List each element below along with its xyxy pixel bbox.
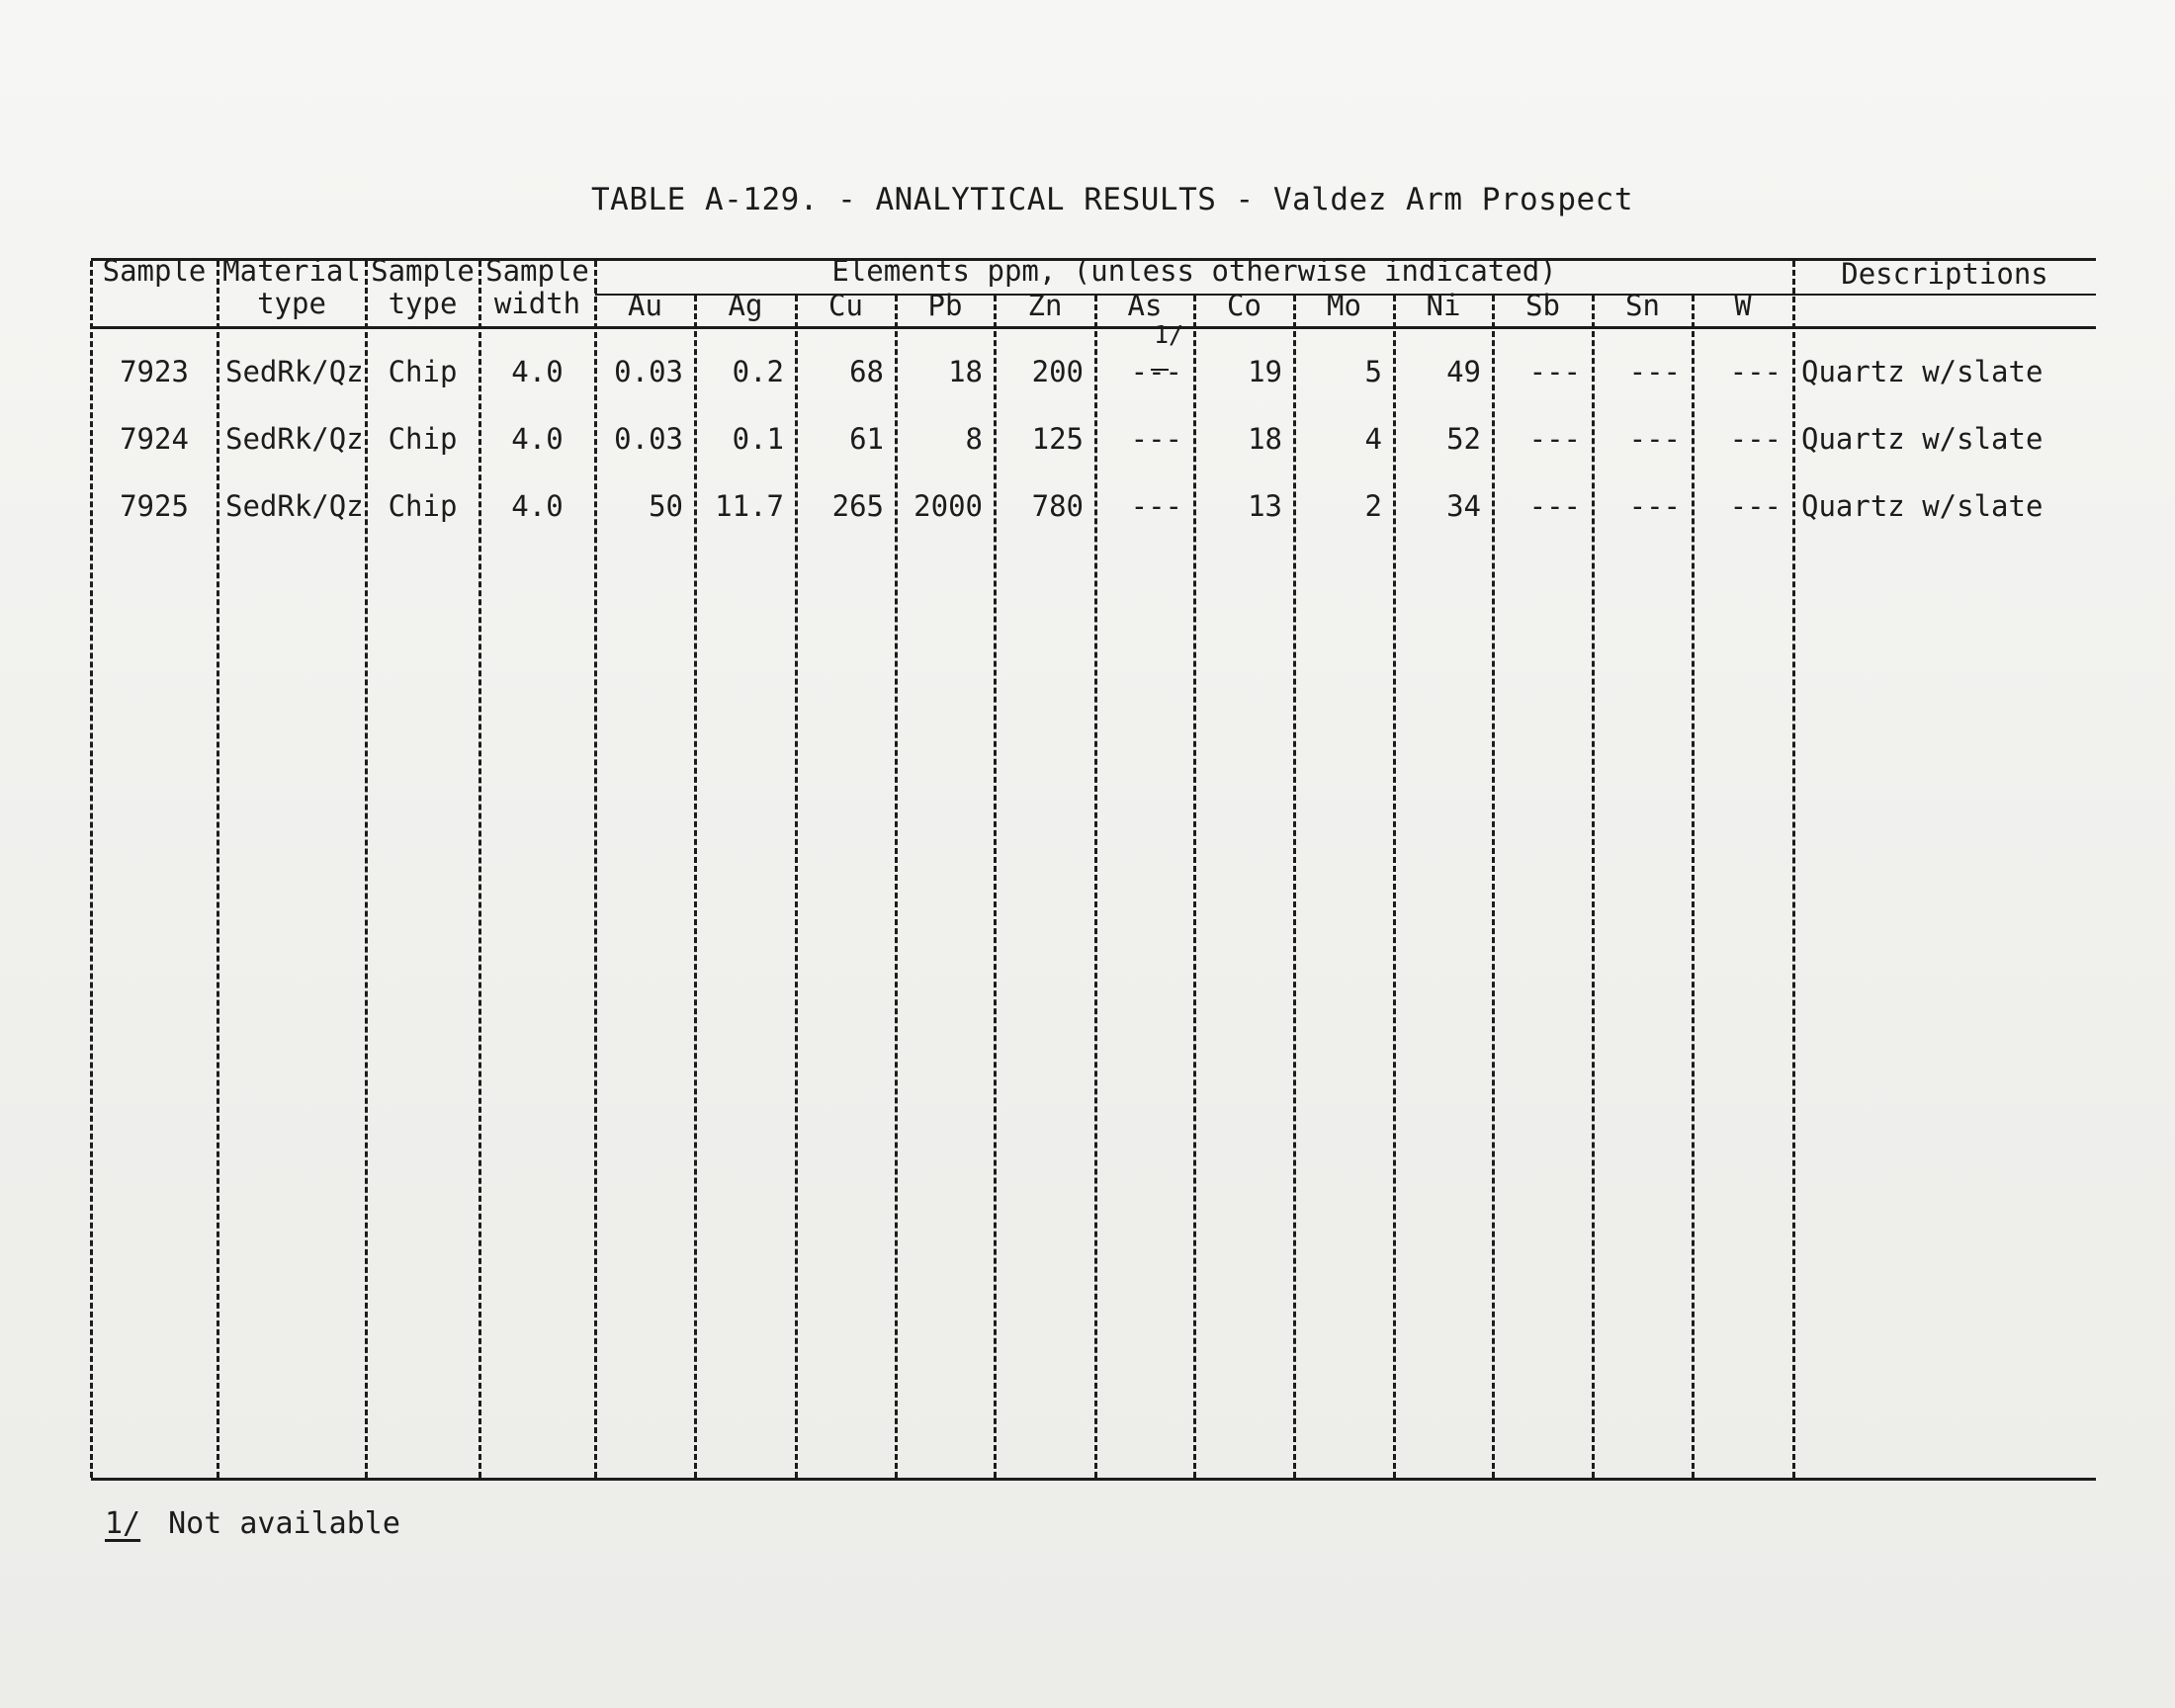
table-cell: 7923 — [120, 355, 189, 388]
element-header: Au — [628, 289, 662, 322]
table-cell: 0.1 — [732, 422, 784, 456]
footnote — [105, 1506, 400, 1541]
descriptions-header: Descriptions — [1841, 257, 2048, 291]
table-cell: 125 — [1031, 422, 1084, 456]
table-cell: --- — [1528, 355, 1581, 388]
column-rule — [1293, 296, 1296, 1478]
sample-width-header-line1: Sample — [485, 254, 589, 288]
table-cell: --- — [1729, 355, 1782, 388]
column-rule — [795, 296, 798, 1478]
table-cell: 2 — [1364, 489, 1382, 523]
table-cell: 11.7 — [715, 489, 784, 523]
element-header: Pb — [927, 289, 963, 322]
table-cell: 13 — [1248, 489, 1282, 523]
table-cell: --- — [1628, 489, 1681, 523]
table-cell: 19 — [1248, 355, 1282, 388]
table-cell: 52 — [1446, 422, 1481, 456]
table-cell: 61 — [849, 422, 884, 456]
table-cell: 49 — [1446, 355, 1481, 388]
table-cell: 18 — [1248, 422, 1282, 456]
table-cell: 50 — [649, 489, 683, 523]
footnote-text: Not available — [168, 1506, 400, 1541]
table-cell: 68 — [849, 355, 884, 388]
table-cell: --- — [1130, 489, 1182, 523]
column-rule — [694, 296, 697, 1478]
element-header: Sn — [1625, 289, 1660, 322]
element-header: W — [1734, 289, 1752, 322]
column-rule — [1094, 296, 1097, 1478]
column-rule — [1692, 296, 1695, 1478]
elements-group-header: Elements ppm, (unless otherwise indicated) — [831, 254, 1557, 288]
table-cell: 2000 — [914, 489, 983, 523]
table-cell: 7925 — [120, 489, 189, 523]
table-bottom-rule — [91, 1478, 2096, 1481]
table-cell: 4.0 — [511, 355, 564, 388]
column-rule — [895, 296, 898, 1478]
table-cell: 8 — [965, 422, 983, 456]
column-rule — [1592, 296, 1595, 1478]
table-cell: 265 — [831, 489, 884, 523]
material-type-header-line1: Material — [222, 254, 361, 288]
element-header: Sb — [1525, 289, 1560, 322]
table-cell: Quartz w/slate — [1801, 489, 2044, 523]
material-type-header-line2: type — [257, 287, 326, 320]
table-cell: --- — [1130, 422, 1182, 456]
descriptions-sub-rule — [1793, 294, 2096, 296]
table-cell: 5 — [1364, 355, 1382, 388]
footnote-marker: 1/ — [1154, 320, 1184, 349]
table-cell: 4 — [1364, 422, 1382, 456]
table-title: TABLE A-129. - ANALYTICAL RESULTS - Valdez Arm Prospect — [591, 182, 1633, 217]
element-header: Cu — [828, 289, 863, 322]
table-cell: 0.03 — [614, 422, 683, 456]
table-cell: --- — [1729, 489, 1782, 523]
table-cell: Quartz w/slate — [1801, 355, 2044, 388]
table-cell: 780 — [1031, 489, 1084, 523]
table-cell: 0.2 — [732, 355, 784, 388]
table-cell: 4.0 — [511, 422, 564, 456]
sample-width-header-line2: width — [493, 287, 581, 320]
sample-type-header-line1: Sample — [371, 254, 475, 288]
table-cell: Chip — [388, 422, 458, 456]
table-cell: 7924 — [120, 422, 189, 456]
footnote-number: 1/ — [105, 1506, 141, 1541]
table-cell: 34 — [1446, 489, 1481, 523]
table-cell: Quartz w/slate — [1801, 422, 2044, 456]
table-cell: SedRk/Qz — [225, 422, 364, 456]
table-cell: SedRk/Qz — [225, 489, 364, 523]
table-cell: --- — [1528, 422, 1581, 456]
table-cell: 4.0 — [511, 489, 564, 523]
table-cell: --- — [1628, 355, 1681, 388]
column-rule — [1393, 296, 1396, 1478]
column-rule — [994, 296, 997, 1478]
table-cell: --- — [1628, 422, 1681, 456]
column-rule — [1193, 296, 1196, 1478]
column-rule — [1492, 296, 1495, 1478]
sample-type-header-line2: type — [388, 287, 458, 320]
element-header: Co — [1227, 289, 1262, 322]
element-header: Ni — [1426, 289, 1461, 322]
element-header: Ag — [728, 289, 763, 322]
table-cell: --- — [1130, 355, 1182, 388]
table-cell: 200 — [1031, 355, 1084, 388]
table-cell: Chip — [388, 355, 458, 388]
element-header: Zn — [1027, 289, 1063, 322]
element-header: As — [1127, 289, 1163, 322]
table-cell: --- — [1528, 489, 1581, 523]
table-cell: --- — [1729, 422, 1782, 456]
table-cell: Chip — [388, 489, 458, 523]
table-cell: 18 — [948, 355, 983, 388]
sample-header-line1: Sample — [102, 254, 207, 288]
table-cell: 0.03 — [614, 355, 683, 388]
table-cell: SedRk/Qz — [225, 355, 364, 388]
column-rule — [1792, 261, 1795, 1478]
element-header: Mo — [1327, 289, 1361, 322]
